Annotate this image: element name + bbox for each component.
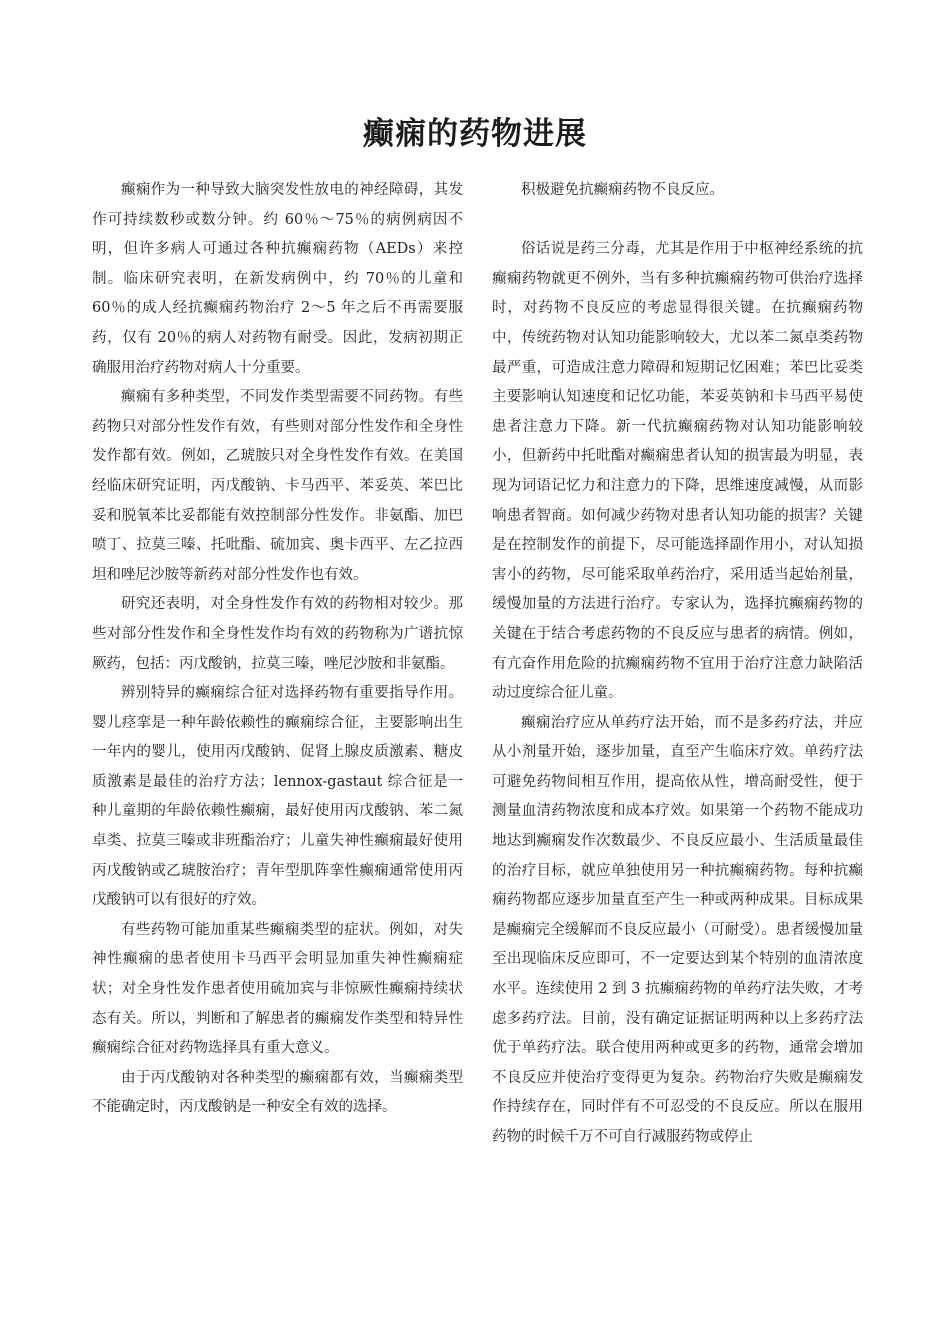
right-column <box>492 176 863 1153</box>
paragraph: 由于丙戊酸钠对各种类型的癫痫都有效，当癫痫类型不能确定时，丙戊酸钠是一种安全有效的选择。 <box>92 1069 463 1116</box>
paragraph: 俗话说是药三分毒，尤其是作用于中枢神经系统的抗癫痫药物就更不例外，当有多种抗癫痫药物可供治疗选择时，对药物不良反应的考虑显得很关键。在抗癫痫药物中，传统药物对认知功能影响较大，尤以苯二氮卓类药物最严重，可造成注意力障碍和短期记忆困难；苯巴比妥类主要影响认知速度和记忆功能，苯妥英钠和卡马西平易使患者注意力下降。新一代抗癫痫药物对认知功能影响较小，但新药中托吡酯对癫痫患者认知的损害最为明显，表现为词语记忆力和注意力的下降，思维速度减慢，从而影响患者智商。如何减少药物对患者认知功能的损害？关键是在控制发作的前提下，尽可能选择副作用小，对认知损害小的药物，尽可能采取单药治疗，采用适当起始剂量，缓慢加量的方法进行治疗。专家认为，选择抗癫痫药物的关键在于结合考虑药物的不良反应与患者的病情。例如，有亢奋作用危险的抗癫痫药物不宜用于治疗注意力缺陷活动过度综合征儿童。 <box>492 241 863 702</box>
paragraph: 癫痫作为一种导致大脑突发性放电的神经障碍，其发作可持续数秒或数分钟。约 60％～75％的病例病因不明，但许多病人可通过各种抗癫痫药物（AEDs）来控制。临床研究表明，在新发病例中，约 70％的儿童和 60％的成人经抗癫痫药物治疗 2～5 年之后不再需要服药，仅有 20％的病人对药物有耐受。因此，发病初期正确服用治疗药物对病人十分重要。 <box>92 182 463 376</box>
page-title: 癫痫的药物进展 <box>363 116 587 152</box>
paragraph: 积极避免抗癫痫药物不良反应。 <box>521 182 724 198</box>
paragraph: 癫痫治疗应从单药疗法开始，而不是多药疗法，并应从小剂量开始，逐步加量，直至产生临床疗效。单药疗法可避免药物间相互作用，提高依从性，增高耐受性，便于测量血清药物浓度和成本疗效。如果第一个药物不能成功地达到癫痫发作次数最少、不良反应最小、生活质量最佳的治疗目标，就应单独使用另一种抗癫痫药物。每种抗癫痫药物都应逐步加量直至产生一种或两种成果。目标成果是癫痫完全缓解而不良反应最小（可耐受）。患者缓慢加量至出现临床反应即可，不一定要达到某个特别的血清浓度水平。连续使用 2 到 3 抗癫痫药物的单药疗法失败，才考虑多药疗法。目前，没有确定证据证明两种以上多药疗法优于单药疗法。联合使用两种或更多的药物，通常会增加不良反应并使治疗变得更为复杂。药物治疗失败是癫痫发作持续存在，同时伴有不可忍受的不良反应。所以在服用药物的时候千万不可自行减服药物或停止 <box>492 714 863 1145</box>
paragraph: 癫痫有多种类型，不同发作类型需要不同药物。有些药物只对部分性发作有效，有些则对部分性发作和全身性发作都有效。例如，乙琥胺只对全身性发作有效。在美国经临床研究证明，丙戊酸钠、卡马西平、苯妥英、苯巴比妥和脱氧苯比妥都能有效控制部分性发作。非氨酯、加巴喷丁、拉莫三嗪、托吡酯、硫加宾、奥卡西平、左乙拉西坦和唑尼沙胺等新药对部分性发作也有效。 <box>92 389 463 583</box>
paragraph: 辨别特异的癫痫综合征对选择药物有重要指导作用。婴儿痉挛是一种年龄依赖性的癫痫综合征，主要影响出生一年内的婴儿，使用丙戊酸钠、促肾上腺皮质激素、糖皮质激素是最佳的治疗方法；lennox-gastaut 综合征是一种儿童期的年龄依赖性癫痫，最好使用丙戊酸钠、苯二氮卓类、拉莫三嗪或非班酯治疗；儿童失神性癫痫最好使用丙戊酸钠或乙琥胺治疗；青年型肌阵挛性癫痫通常使用丙戊酸钠可以有很好的疗效。 <box>92 685 463 909</box>
paragraph: 研究还表明，对全身性发作有效的药物相对较少。那些对部分性发作和全身性发作均有效的药物称为广谱抗惊厥药，包括：丙戊酸钠，拉莫三嗪，唑尼沙胺和非氨酯。 <box>92 596 463 672</box>
paragraph: 有些药物可能加重某些癫痫类型的症状。例如，对失神性癫痫的患者使用卡马西平会明显加重失神性癫痫症状；对全身性发作患者使用硫加宾与非惊厥性癫痫持续状态有关。所以，判断和了解患者的癫痫发作类型和特异性癫痫综合征对药物选择具有重大意义。 <box>92 921 463 1057</box>
left-column <box>92 176 463 1123</box>
